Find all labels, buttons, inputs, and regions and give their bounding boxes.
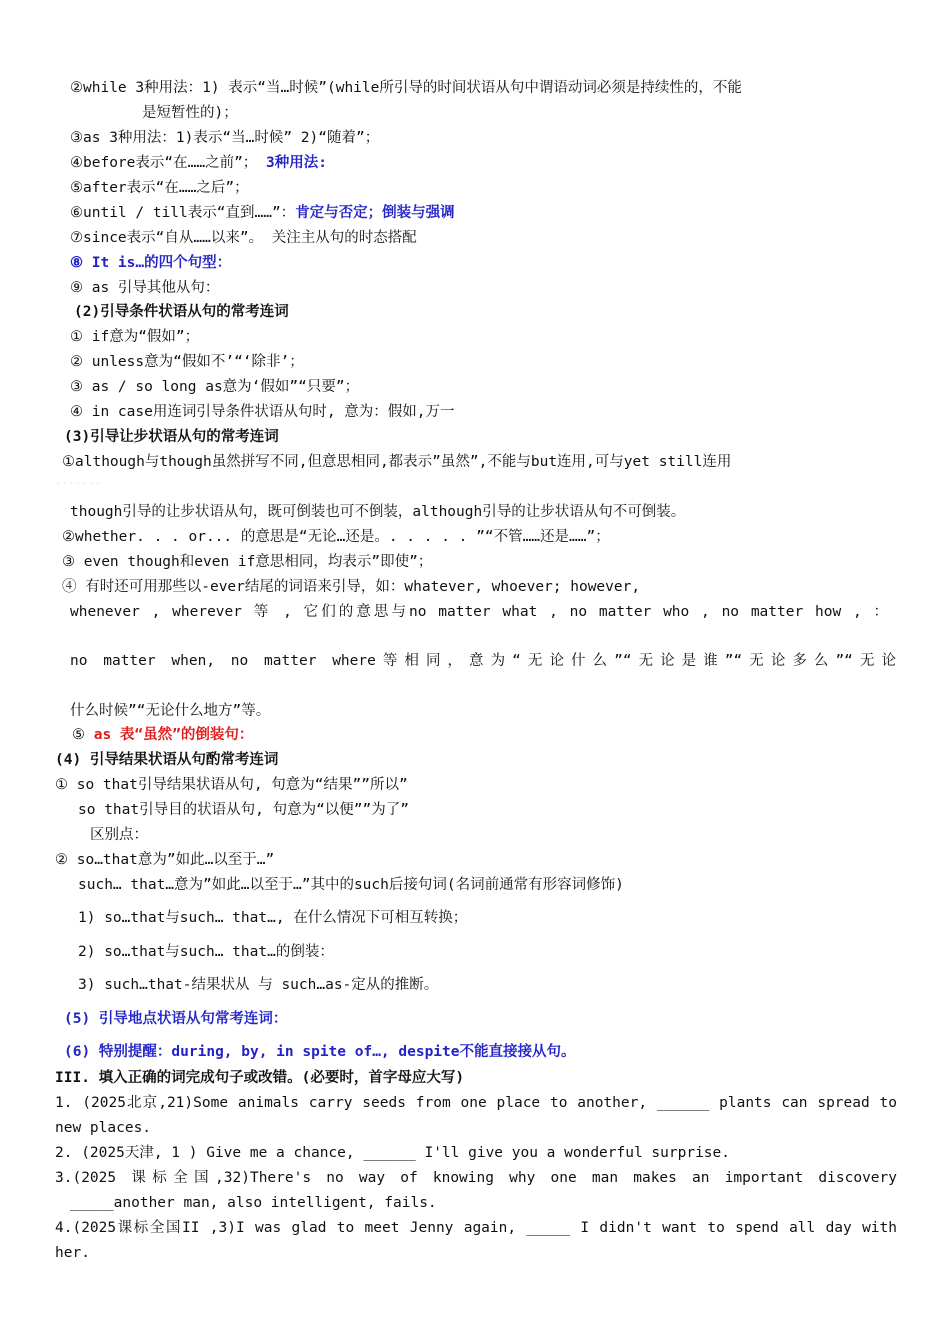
concession-whether-line: ②whether. . . or... 的意思是“无论…还是。. . . . . ”“不管……还是……”；: [62, 529, 610, 545]
question-3-continued: _____another man, also intelligent, fails.: [70, 1195, 437, 1211]
question-4-continued: her.: [55, 1245, 90, 1261]
before-three-usages: 3种用法:: [266, 155, 327, 171]
concession-no-matter-line: no matter when, no matter where等相同，意为“无论什么”“无论是谁”“无论多么”“无论: [70, 653, 896, 669]
condition-unless-line: ② unless意为“假如不’“‘除非’；: [70, 354, 304, 370]
section-6-heading: (6) 特别提醒：during, by, in spite of…, despite不能直接接从句。: [64, 1044, 576, 1060]
since-usage-line: ⑦since表示“自从……以来”。 关注主从句的时态搭配: [70, 230, 417, 246]
question-1-continued: new places.: [55, 1120, 152, 1136]
concession-ever-words-line: ④ 有时还可用那些以-ever结尾的词语来引导，如：whatever, whoever; however,: [62, 579, 641, 595]
concession-as-number: ⑤: [72, 727, 94, 743]
condition-if-line: ① if意为“假如”；: [70, 329, 200, 345]
watermark-1: ·······: [55, 477, 102, 490]
exercise-heading: III. 填入正确的词完成句子或改错。(必要时，首字母应大写): [55, 1070, 465, 1086]
condition-as-long-as-line: ③ as / so long as意为‘假如”“只要”；: [70, 379, 360, 395]
after-usage-line: ⑤after表示“在……之后”；: [70, 180, 249, 196]
question-4: 4.(2025课标全国II ,3)I was glad to meet Jenny again, _____ I didn't want to spend all day with: [55, 1220, 897, 1236]
as-usage-line: ③as 3种用法：1)表示“当…时候” 2)“随着”；: [70, 130, 380, 146]
concession-as-inversion-title: as 表“虽然”的倒装句：: [93, 727, 254, 743]
until-note: 肯定与否定；倒装与强调: [295, 205, 455, 221]
section-4-heading: (4) 引导结果状语从句酌常考连词: [55, 752, 279, 768]
before-usage-text: ④before表示“在……之前”；: [70, 155, 267, 171]
result-so-that-line: ① so that引导结果状语从句, 句意为“结果””所以”: [55, 777, 408, 793]
question-3: 3.(2025 课标全国,32)There's no way of knowing why one man makes an important discovery: [55, 1170, 897, 1186]
while-usage-line: ②while 3种用法：1) 表示“当…时候”(while所引导的时间状语从句中谓语动词必须是持续性的，不能: [70, 80, 742, 96]
so-that-line: ② so…that意为”如此…以至于…”: [55, 852, 275, 868]
so-such-inversion-line: 2) so…that与such… that…的倒装：: [78, 944, 334, 960]
concession-even-though-line: ③ even though和even if意思相同，均表示”即使”；: [62, 554, 433, 570]
until-usage-line: [70, 203, 455, 223]
such-that-such-as-line: 3) such…that-结果状从 与 such…as-定从的推断。: [78, 977, 439, 993]
concession-no-matter-continued: 什么时候”“无论什么地方”等。: [70, 703, 271, 719]
condition-in-case-line: ④ in case用连词引导条件状语从句时, 意为：假如,万一: [70, 404, 455, 420]
section-2-heading: (2)引导条件状语从句的常考连词: [74, 304, 289, 320]
question-2: 2. (2025天津, 1 ) Give me a chance, ______ I'll give you a wonderful surprise.: [55, 1145, 731, 1161]
purpose-so-that-line: so that引导目的状语从句, 句意为“以便””为了”: [78, 802, 409, 818]
it-is-patterns-heading: ⑧ It is…的四个句型：: [70, 255, 232, 271]
section-5-heading: (5) 引导地点状语从句常考连词：: [64, 1011, 288, 1027]
as-other-clauses-line: ⑨ as 引导其他从句：: [70, 280, 220, 296]
concession-as-inversion-line: [72, 725, 253, 745]
question-1: 1. (2025北京,21)Some animals carry seeds from one place to another, ______ plants can spread to: [55, 1095, 897, 1111]
until-usage-text: ⑥until / till表示“直到……”：: [70, 205, 296, 221]
before-usage-line: [70, 153, 327, 173]
concession-inversion-line: though引导的让步状语从句，既可倒装也可不倒装，although引导的让步状语从句不可倒装。: [70, 504, 686, 520]
difference-label: 区别点：: [90, 827, 148, 843]
while-usage-continued: 是短暂性的)；: [142, 105, 238, 121]
such-that-line: such… that…意为”如此…以至于…”其中的such后接句词(名词前通常有形容词修饰): [78, 877, 624, 893]
so-such-conversion-line: 1) so…that与such… that…, 在什么情况下可相互转换；: [78, 910, 468, 926]
concession-ever-words-continued: whenever , wherever 等 , 它们的意思与no matter what , no matter who , no matter how , ：: [70, 604, 888, 620]
section-3-heading: (3)引导让步状语从句的常考连词: [64, 429, 279, 445]
concession-although-line: ①although与though虽然拼写不同,但意思相同,都表示”虽然”,不能与but连用,可与yet still连用: [62, 454, 732, 470]
